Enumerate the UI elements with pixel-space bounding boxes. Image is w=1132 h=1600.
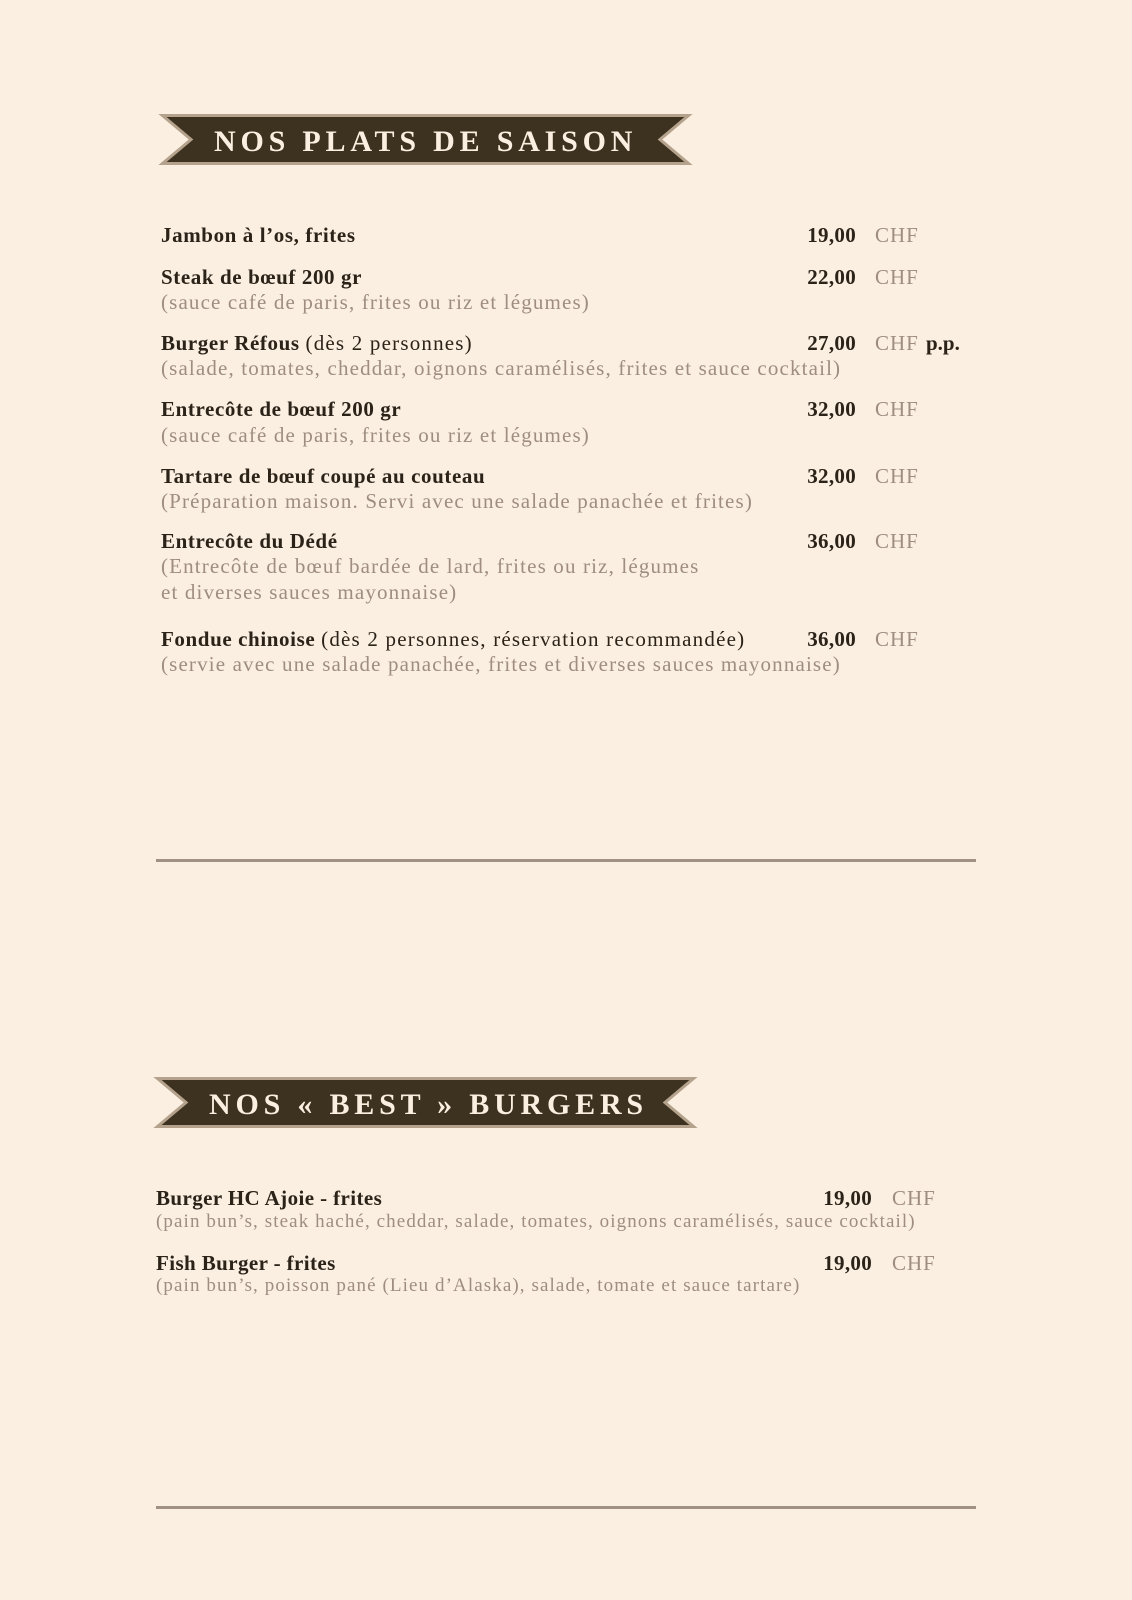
menu-item-title: [161, 627, 745, 651]
menu-item-name: Fish Burger - frites: [156, 1251, 336, 1275]
menu-item-name: Tartare de bœuf coupé au couteau: [161, 464, 486, 488]
menu-item-description: et diverses sauces mayonnaise): [161, 580, 458, 604]
menu-item-price: 32,00: [807, 397, 856, 421]
menu-item-row: [0, 265, 1132, 289]
menu-item-description: (pain bun’s, poisson pané (Lieu d’Alaska), salade, tomate et sauce tartare): [156, 1275, 801, 1296]
menu-item-name: Entrecôte de bœuf 200 gr: [161, 397, 402, 421]
section-title: NOS « BEST » BURGERS: [209, 1088, 648, 1121]
menu-item-description: (pain bun’s, steak haché, cheddar, salade, tomates, oignons caramélisés, sauce cocktail): [156, 1211, 916, 1232]
menu-item-row: [0, 1186, 1132, 1210]
menu-item-name: Fondue chinoise: [161, 627, 316, 651]
menu-item-price: 32,00: [807, 464, 856, 488]
menu-item-row: [0, 529, 1132, 553]
menu-item-name: Entrecôte du Dédé: [161, 529, 338, 553]
section-banner: [156, 1077, 695, 1128]
menu-item-note: (dès 2 personnes): [305, 331, 473, 355]
section-title: NOS PLATS DE SAISON: [214, 125, 638, 158]
menu-item-currency: CHF: [875, 265, 919, 289]
menu-item-name: Steak de bœuf 200 gr: [161, 265, 363, 289]
section-divider: [156, 1506, 976, 1509]
menu-item-title: [161, 331, 473, 355]
menu-item-row: [0, 1251, 1132, 1275]
section-divider: [156, 859, 976, 862]
menu-item-row: [0, 223, 1132, 247]
menu-item-currency: CHF: [875, 627, 919, 651]
menu-item-description: (sauce café de paris, frites ou riz et légumes): [161, 423, 590, 447]
menu-item-price: 19,00: [807, 223, 856, 247]
menu-item-description: (Préparation maison. Servi avec une salade panachée et frites): [161, 489, 753, 513]
menu-item-currency: CHF: [875, 529, 919, 553]
menu-item-currency: CHF: [875, 397, 919, 421]
menu-item-description: (salade, tomates, cheddar, oignons caramélisés, frites et sauce cocktail): [161, 356, 842, 380]
menu-item-name: Jambon à l’os, frites: [161, 223, 356, 247]
menu-item-row: [0, 464, 1132, 488]
menu-item-price: 27,00: [807, 331, 856, 355]
menu-item-currency: CHF: [875, 223, 919, 247]
menu-item-price: 36,00: [807, 627, 856, 651]
menu-item-row: [0, 397, 1132, 421]
menu-item-note: (dès 2 personnes, réservation recommandée): [321, 627, 746, 651]
section-banner: [161, 114, 690, 165]
menu-item-price: 36,00: [807, 529, 856, 553]
menu-item-price: 22,00: [807, 265, 856, 289]
menu-item-currency: CHF: [892, 1186, 936, 1210]
menu-item-currency: CHF: [875, 331, 919, 355]
menu-item-description: (sauce café de paris, frites ou riz et légumes): [161, 290, 590, 314]
menu-item-currency: CHF: [875, 464, 919, 488]
menu-item-row: [0, 627, 1132, 651]
menu-item-price: 19,00: [823, 1186, 872, 1210]
menu-item-row: [0, 331, 1132, 355]
menu-item-description: (Entrecôte de bœuf bardée de lard, frites ou riz, légumes: [161, 554, 700, 578]
menu-item-currency: CHF: [892, 1251, 936, 1275]
menu-item-name: Burger HC Ajoie - frites: [156, 1186, 383, 1210]
menu-item-price: 19,00: [823, 1251, 872, 1275]
menu-item-description: (servie avec une salade panachée, frites et diverses sauces mayonnaise): [161, 652, 841, 676]
menu-item-unit: p.p.: [926, 331, 960, 355]
menu-item-name: Burger Réfous: [161, 331, 300, 355]
